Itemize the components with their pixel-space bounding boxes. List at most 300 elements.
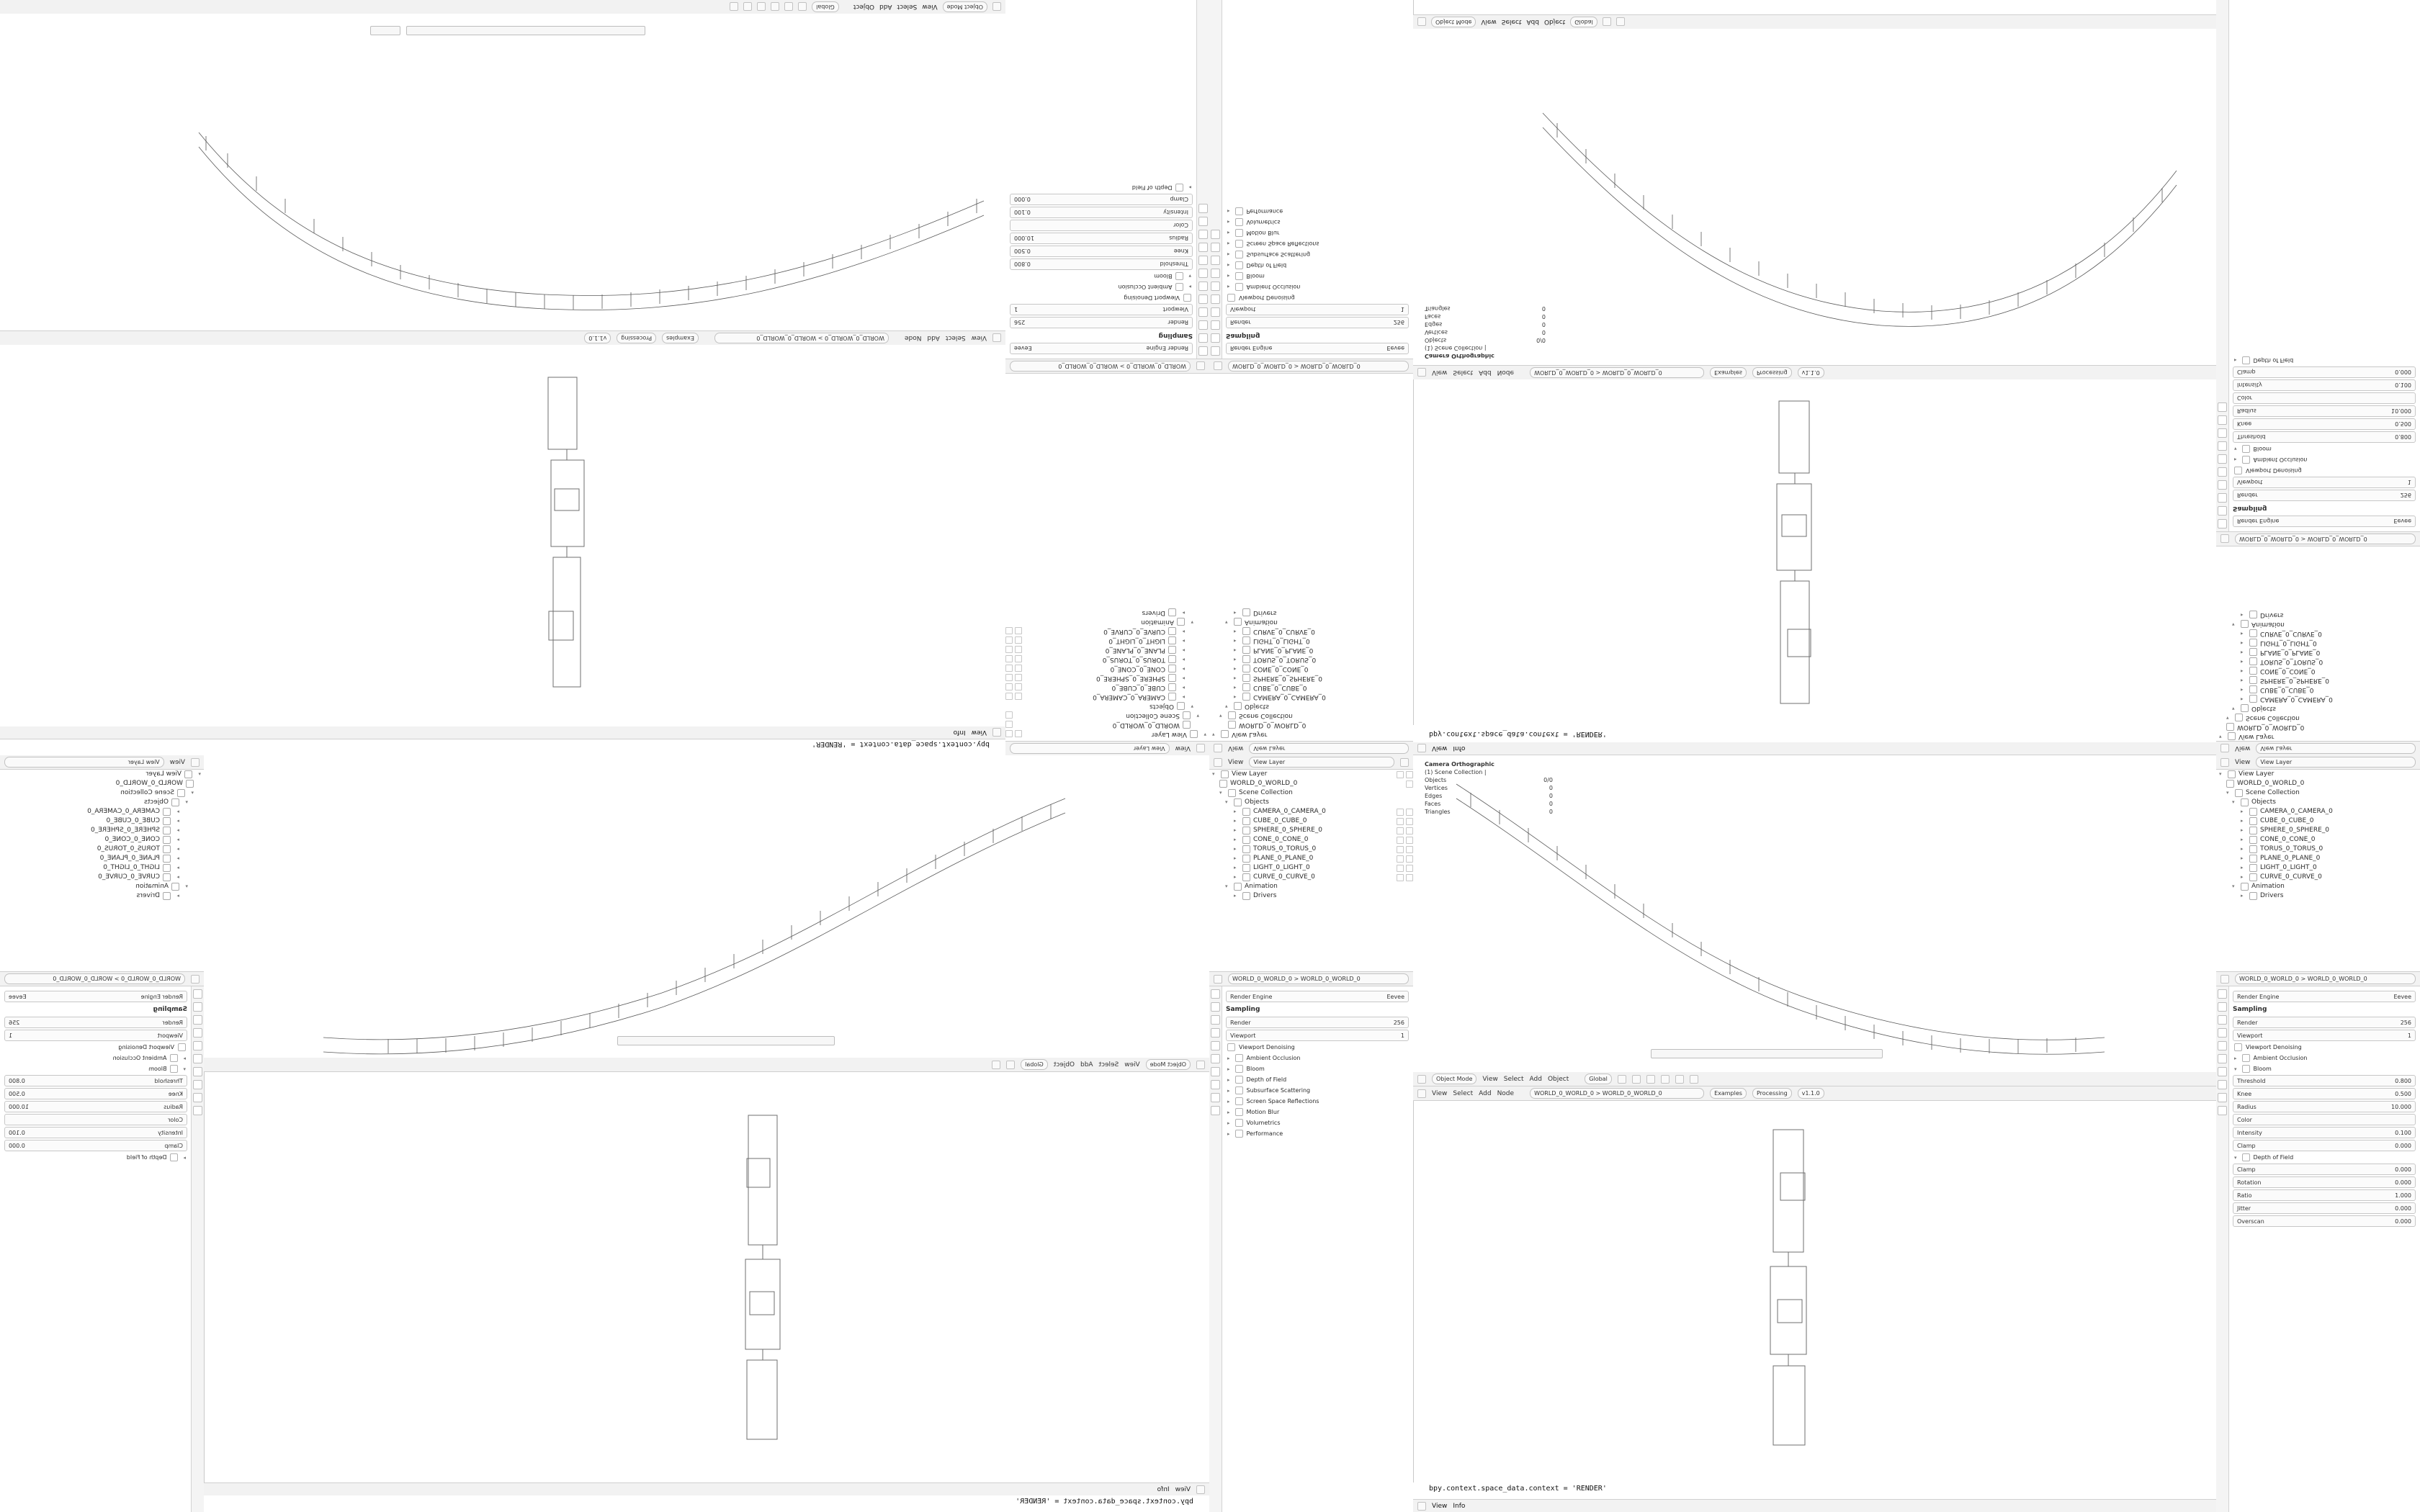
view-layer-field[interactable]: View Layer (2256, 757, 2416, 768)
list-item[interactable]: ▾ Animation (2232, 883, 2285, 890)
tab-output-icon[interactable] (2218, 1002, 2227, 1012)
menu-view[interactable]: View (1228, 758, 1244, 766)
list-item[interactable]: ▸ CURVE_0_CURVE_0 (2241, 873, 2322, 881)
outliner-tree[interactable] (1209, 608, 1413, 741)
section-motion-blur[interactable]: ▸ Motion Blur (1227, 1109, 1280, 1115)
properties-tab-strip[interactable] (1196, 0, 1209, 359)
editor-type-icon[interactable] (992, 3, 1001, 12)
editor-type-icon[interactable] (992, 334, 1001, 343)
console-menu-view[interactable]: View (1432, 1502, 1448, 1510)
list-item[interactable]: WORLD_0_WORLD_0 (1005, 720, 1209, 729)
menu-add[interactable]: Add (1526, 18, 1539, 26)
list-item[interactable]: ▾ View Layer (1005, 729, 1209, 739)
viewport-samples-row[interactable]: Viewport 1 (1226, 1030, 1409, 1041)
tab-physics-icon[interactable] (1211, 256, 1220, 265)
viewport-samples-row[interactable]: Viewport 1 (2233, 477, 2416, 488)
menu-node[interactable]: Node (1497, 369, 1515, 377)
bloom-threshold-row[interactable]: Threshold 0.800 (2233, 1075, 2416, 1086)
menu-view[interactable]: View (971, 334, 987, 342)
bloom-color-row[interactable]: Color (2233, 392, 2416, 404)
properties-editor[interactable] (1005, 0, 1209, 374)
dof-ratio-row[interactable]: Ratio 1.000 (2233, 1189, 2416, 1201)
properties-tab-strip[interactable] (1209, 0, 1222, 359)
editor-type-icon[interactable] (1214, 758, 1222, 767)
tab-physics-icon[interactable] (1198, 243, 1208, 252)
list-item[interactable]: ▸ LIGHT_0_LIGHT_0 (2241, 864, 2317, 871)
list-item[interactable]: ▾ Objects (1149, 703, 1193, 710)
list-item[interactable]: ▸ LIGHT_0_LIGHT_0 (2241, 639, 2317, 647)
tab-particles-icon[interactable] (1198, 256, 1208, 265)
list-item[interactable]: ▸ PLANE_0_PLANE_0 (1234, 647, 1314, 654)
viewport-denoising-toggle[interactable]: Viewport Denoising (2234, 1043, 2414, 1052)
bloom-clamp-row[interactable]: Clamp 0.000 (4, 1140, 187, 1151)
view-layer-field[interactable]: View Layer (1010, 743, 1170, 754)
render-engine-row[interactable]: Render Engine Eevee (1010, 343, 1193, 354)
bloom-intensity-row[interactable]: Intensity 0.100 (1010, 207, 1193, 218)
list-item[interactable]: ▾ Animation (1225, 618, 1278, 626)
properties-path[interactable]: WORLD_0_WORLD_0 > WORLD_0_WORLD_0 (2235, 973, 2416, 984)
editor-type-icon[interactable] (1214, 975, 1222, 984)
tab-data-icon[interactable] (2218, 415, 2227, 425)
list-item[interactable]: ▸ CUBE_0_CUBE_0 (1234, 684, 1307, 691)
tab-world-icon[interactable] (1211, 294, 1220, 304)
section-subsurface-scattering[interactable]: ▸ Subsurface Scattering (1227, 251, 1311, 258)
menu-view[interactable]: View (1482, 1075, 1498, 1083)
snap-icon[interactable] (1006, 1061, 1015, 1069)
bloom-color-row[interactable]: Color (4, 1114, 187, 1125)
list-item[interactable]: ▸ LIGHT_0_LIGHT_0 (1005, 636, 1209, 645)
transform-orientation-dropdown[interactable]: Global (1570, 17, 1597, 27)
list-item[interactable]: ▾ Animation (1141, 618, 1193, 626)
examples-dropdown[interactable]: Examples (1710, 1088, 1747, 1099)
list-item[interactable]: ▸ TORUS_0_TORUS_0 (1209, 845, 1413, 854)
section-ambient-occlusion[interactable]: ▸ Ambient Occlusion (2234, 456, 2308, 463)
editor-type-icon[interactable] (1417, 1075, 1426, 1084)
list-item[interactable]: ▸ CAMERA_0_CAMERA_0 (87, 808, 179, 815)
viewport-denoising-toggle[interactable]: Viewport Denoising (1227, 1043, 1407, 1052)
section-subsurface-scattering[interactable]: ▸ Subsurface Scattering (1227, 1087, 1311, 1094)
editor-type-icon[interactable] (2220, 758, 2229, 767)
shading-rendered-icon[interactable] (730, 3, 738, 12)
outliner-header[interactable] (1005, 741, 1209, 755)
tab-modifier-icon[interactable] (1211, 269, 1220, 278)
list-item[interactable]: ▸ CONE_0_CONE_0 (104, 836, 179, 843)
tab-data-icon[interactable] (1211, 1093, 1220, 1102)
tab-scene-icon[interactable] (2218, 1028, 2227, 1038)
render-samples-row[interactable]: Render 256 (4, 1017, 187, 1028)
list-item[interactable]: ▸ CAMERA_0_CAMERA_0 (2241, 808, 2333, 815)
properties-editor[interactable] (2216, 971, 2420, 1512)
properties-body[interactable] (0, 986, 192, 1162)
viewport-header[interactable] (0, 0, 1005, 14)
bloom-color-row[interactable]: Color (2233, 1114, 2416, 1125)
section-depth-of-field[interactable]: ▸ Depth of Field (126, 1154, 186, 1161)
console-menu-info[interactable]: Info (1453, 1502, 1466, 1510)
list-item[interactable]: ▾ Scene Collection (2226, 714, 2300, 721)
dof-rotation-row[interactable]: Rotation 0.000 (2233, 1176, 2416, 1188)
menu-object[interactable]: Object (1543, 18, 1566, 26)
menu-select[interactable]: Select (1501, 18, 1522, 26)
list-item[interactable]: ▸ SPHERE_0_SPHERE_0 (1005, 673, 1209, 683)
menu-select[interactable]: Select (897, 3, 918, 11)
menu-view[interactable]: View (1124, 1061, 1140, 1068)
list-item[interactable]: ▸ CUBE_0_CUBE_0 (2241, 817, 2314, 824)
bloom-clamp-row[interactable]: Clamp 0.000 (1010, 194, 1193, 205)
section-ambient-occlusion[interactable]: ▸ Ambient Occlusion (112, 1055, 186, 1061)
viewport-denoising-toggle[interactable]: Viewport Denoising (1227, 293, 1407, 302)
console-menu-view[interactable]: View (1175, 1485, 1191, 1493)
properties-header[interactable] (2216, 972, 2420, 986)
properties-editor[interactable] (2216, 0, 2420, 546)
list-item[interactable]: ▾ View Layer (1209, 770, 1413, 779)
tab-material-icon[interactable] (2218, 1106, 2227, 1115)
editor-type-icon[interactable] (992, 729, 1001, 737)
properties-body[interactable] (1222, 986, 1413, 1138)
list-item[interactable]: ▸ SPHERE_0_SPHERE_0 (90, 827, 179, 834)
shading-material-icon[interactable] (743, 3, 752, 12)
list-item[interactable]: ▾ Animation (1225, 883, 1278, 890)
tab-physics-icon[interactable] (2218, 428, 2227, 438)
menu-view[interactable]: View (1175, 744, 1191, 752)
list-item[interactable]: ▾ View Layer (2219, 770, 2275, 778)
outliner[interactable] (0, 755, 204, 971)
tab-data-icon[interactable] (193, 1093, 202, 1102)
node-tree-breadcrumb[interactable]: WORLD_0_WORLD_0 > WORLD_0_WORLD_0 (714, 333, 889, 343)
list-item[interactable]: ▾ Scene Collection (1219, 789, 1293, 796)
bloom-radius-row[interactable]: Radius 10.000 (1010, 233, 1193, 244)
list-item[interactable]: ▾ Scene Collection (120, 789, 194, 796)
viewport-denoising-toggle[interactable]: Viewport Denoising (1011, 293, 1191, 302)
bloom-intensity-row[interactable]: Intensity 0.100 (2233, 1127, 2416, 1138)
tab-render-icon[interactable] (2218, 519, 2227, 528)
outliner-tree[interactable] (2216, 610, 2420, 741)
render-engine-row[interactable]: Render Engine Eevee (1226, 343, 1409, 354)
bloom-clamp-row[interactable]: Clamp 0.000 (2233, 366, 2416, 378)
tab-object-icon[interactable] (1211, 1054, 1220, 1063)
tab-material-icon[interactable] (1198, 204, 1208, 213)
outliner-header[interactable] (1209, 755, 1413, 770)
properties-tab-strip[interactable] (2216, 986, 2229, 1512)
shading-material-icon[interactable] (1675, 1075, 1684, 1084)
tab-view-layer-icon[interactable] (1211, 320, 1220, 330)
bloom-intensity-row[interactable]: Intensity 0.100 (2233, 379, 2416, 391)
tab-view-layer-icon[interactable] (2218, 1015, 2227, 1025)
timeline-scrubber[interactable] (406, 26, 645, 35)
outliner[interactable] (1209, 755, 1413, 971)
properties-body[interactable] (1005, 183, 1197, 359)
node-editor[interactable] (0, 345, 1005, 726)
menu-add[interactable]: Add (1080, 1061, 1093, 1068)
menu-select[interactable]: Select (945, 334, 966, 342)
list-item[interactable]: ▸ CUBE_0_CUBE_0 (106, 817, 179, 824)
shading-wireframe-icon[interactable] (1646, 1075, 1655, 1084)
tab-physics-icon[interactable] (2218, 1080, 2227, 1089)
properties-header[interactable] (0, 972, 204, 986)
menu-view[interactable]: View (2235, 744, 2251, 752)
section-bloom[interactable]: ▸ Bloom (1227, 1066, 1265, 1072)
list-item[interactable]: ▸ PLANE_0_PLANE_0 (99, 855, 179, 862)
object-mode-dropdown[interactable]: Object Mode (1431, 17, 1476, 27)
section-bloom[interactable]: ▾ Bloom (2234, 446, 2272, 452)
bloom-knee-row[interactable]: Knee 0.500 (4, 1088, 187, 1099)
tab-modifier-icon[interactable] (2218, 1067, 2227, 1076)
console-header[interactable] (1413, 742, 2216, 755)
properties-header[interactable] (2216, 531, 2420, 546)
editor-type-icon[interactable] (1417, 744, 1426, 753)
outliner-tree[interactable] (1209, 770, 1413, 901)
menu-add[interactable]: Add (879, 3, 892, 11)
tab-view-layer-icon[interactable] (193, 1015, 202, 1025)
tab-world-icon[interactable] (1211, 1041, 1220, 1050)
editor-type-icon[interactable] (2220, 535, 2229, 544)
list-item[interactable]: ▸ CURVE_0_CURVE_0 (1209, 873, 1413, 882)
bloom-intensity-row[interactable]: Intensity 0.100 (4, 1127, 187, 1138)
list-item[interactable]: ▸ PLANE_0_PLANE_0 (1209, 854, 1413, 863)
node-editor-header[interactable] (1413, 1086, 2216, 1101)
timeline-scrubber[interactable] (617, 1036, 835, 1045)
processing-dropdown[interactable]: Processing (1752, 367, 1792, 378)
properties-header[interactable] (1209, 972, 1413, 986)
shading-solid-icon[interactable] (757, 3, 766, 12)
render-samples-row[interactable]: Render 256 (1010, 317, 1193, 328)
section-performance[interactable]: ▸ Performance (1227, 1130, 1283, 1137)
tab-output-icon[interactable] (1211, 1002, 1220, 1012)
list-item[interactable]: ▸ LIGHT_0_LIGHT_0 (103, 864, 179, 871)
tab-render-icon[interactable] (1211, 989, 1220, 999)
tab-view-layer-icon[interactable] (2218, 493, 2227, 503)
tab-render-icon[interactable] (1211, 346, 1220, 356)
outliner-header[interactable] (2216, 741, 2420, 755)
console-menu-info[interactable]: Info (1453, 744, 1466, 752)
properties-header[interactable] (1005, 359, 1209, 373)
outliner[interactable] (1209, 374, 1413, 755)
bloom-knee-row[interactable]: Knee 0.500 (1010, 246, 1193, 257)
menu-node[interactable]: Node (904, 334, 922, 342)
list-item[interactable]: ▾ Objects (2232, 705, 2277, 712)
tab-scene-icon[interactable] (193, 1028, 202, 1038)
editor-type-icon[interactable] (1214, 744, 1222, 753)
tab-modifier-icon[interactable] (1198, 269, 1208, 278)
tab-scene-icon[interactable] (1211, 1028, 1220, 1038)
list-item[interactable]: ▸ CAMERA_0_CAMERA_0 (1005, 692, 1209, 701)
dof-overscan-row[interactable]: Overscan 0.000 (2233, 1215, 2416, 1227)
menu-object[interactable]: Object (1053, 1061, 1075, 1068)
list-item[interactable]: WORLD_0_WORLD_0 (1209, 720, 1413, 729)
bloom-threshold-row[interactable]: Threshold 0.800 (2233, 431, 2416, 443)
viewport-denoising-toggle[interactable]: Viewport Denoising (2234, 466, 2414, 475)
shading-solid-icon[interactable] (1661, 1075, 1670, 1084)
list-item[interactable]: ▾ Scene Collection (1005, 711, 1209, 720)
list-item[interactable]: ▾ Objects (2232, 798, 2277, 806)
outliner[interactable] (1005, 374, 1209, 755)
console-menu-info[interactable]: Info (953, 729, 966, 737)
object-mode-dropdown[interactable]: Object Mode (943, 1, 987, 12)
section-motion-blur[interactable]: ▸ Motion Blur (1227, 230, 1280, 236)
console-header[interactable] (1413, 1499, 2216, 1512)
object-mode-dropdown[interactable]: Object Mode (1146, 1059, 1191, 1070)
menu-view[interactable]: View (1432, 1089, 1448, 1097)
outliner-header[interactable] (0, 755, 204, 770)
menu-select[interactable]: Select (1453, 369, 1474, 377)
list-item[interactable]: ▸ CURVE_0_CURVE_0 (1234, 628, 1315, 635)
properties-path[interactable]: WORLD_0_WORLD_0 > WORLD_0_WORLD_0 (1228, 361, 1409, 372)
bloom-radius-row[interactable]: Radius 10.000 (2233, 1101, 2416, 1112)
list-item[interactable]: ▸ TORUS_0_TORUS_0 (1234, 656, 1317, 663)
list-item[interactable]: ▸ PLANE_0_PLANE_0 (2241, 649, 2321, 656)
list-item[interactable]: ▸ CUBE_0_CUBE_0 (1005, 683, 1209, 692)
list-item[interactable]: ▾ View Layer (2219, 733, 2275, 740)
editor-type-icon[interactable] (1417, 1502, 1426, 1511)
bloom-color-row[interactable]: Color (1010, 220, 1193, 231)
menu-view[interactable]: View (1432, 369, 1448, 377)
list-item[interactable]: ▸ SPHERE_0_SPHERE_0 (1234, 675, 1323, 682)
section-performance[interactable]: ▸ Performance (1227, 208, 1283, 215)
tab-scene-icon[interactable] (1211, 307, 1220, 317)
outliner-tree[interactable] (0, 770, 204, 901)
menu-add[interactable]: Add (927, 334, 940, 342)
tab-world-icon[interactable] (2218, 1041, 2227, 1050)
list-item[interactable]: ▾ Objects (1225, 798, 1270, 806)
list-item[interactable]: ▾ Scene Collection (1219, 712, 1293, 719)
viewport-3d[interactable] (1413, 755, 2216, 1072)
tab-data-icon[interactable] (2218, 1093, 2227, 1102)
list-item[interactable]: ▸ CURVE_0_CURVE_0 (98, 873, 179, 881)
view-layer-field[interactable]: View Layer (1249, 757, 1394, 768)
list-item[interactable]: ▸ Drivers (2241, 611, 2284, 618)
tab-material-icon[interactable] (1211, 1106, 1220, 1115)
viewport-samples-row[interactable]: Viewport 1 (2233, 1030, 2416, 1041)
tab-render-icon[interactable] (2218, 989, 2227, 999)
list-item[interactable]: ▸ CAMERA_0_CAMERA_0 (1209, 807, 1413, 816)
editor-type-icon[interactable] (1214, 362, 1222, 371)
outliner-tree[interactable] (1005, 608, 1209, 741)
section-bloom[interactable]: ▾ Bloom (2234, 1066, 2272, 1072)
section-depth-of-field[interactable]: ▸ Depth of Field (1227, 262, 1287, 269)
viewport-samples-row[interactable]: Viewport 1 (1226, 304, 1409, 315)
properties-body[interactable] (1222, 207, 1413, 359)
menu-view[interactable]: View (169, 758, 185, 766)
section-bloom[interactable]: ▾ Bloom (148, 1066, 186, 1072)
viewport-denoising-toggle[interactable]: Viewport Denoising (6, 1043, 186, 1052)
section-bloom[interactable]: ▾ Bloom (1154, 273, 1191, 279)
transform-orientation-dropdown[interactable]: Global (812, 1, 839, 12)
section-depth-of-field[interactable]: ▾ Depth of Field (2234, 1154, 2294, 1161)
render-engine-row[interactable]: Render Engine Eevee (4, 991, 187, 1002)
tab-output-icon[interactable] (1211, 333, 1220, 343)
snap-icon[interactable] (798, 3, 807, 12)
section-ambient-occlusion[interactable]: ▸ Ambient Occlusion (1118, 284, 1191, 290)
tab-material-icon[interactable] (2218, 402, 2227, 412)
section-depth-of-field[interactable]: ▸ Depth of Field (1131, 184, 1191, 191)
view-layer-field[interactable]: View Layer (4, 757, 164, 768)
properties-tab-strip[interactable] (1209, 986, 1222, 1512)
section-screen-space-reflections[interactable]: ▸ Screen Space Reflections (1227, 1098, 1319, 1104)
bloom-knee-row[interactable]: Knee 0.500 (2233, 418, 2416, 430)
transform-orientation-dropdown[interactable]: Global (1021, 1059, 1048, 1070)
editor-type-icon[interactable] (2220, 744, 2229, 753)
render-samples-row[interactable]: Render 256 (1226, 1017, 1409, 1028)
editor-type-icon[interactable] (1417, 18, 1426, 27)
console-menu-view[interactable]: View (1432, 744, 1448, 752)
editor-type-icon[interactable] (1196, 1061, 1205, 1069)
list-item[interactable]: ▾ Objects (1225, 703, 1270, 710)
section-ambient-occlusion[interactable]: ▸ Ambient Occlusion (1227, 284, 1301, 290)
list-item[interactable]: ▸ SPHERE_0_SPHERE_0 (1209, 826, 1413, 835)
properties-body[interactable] (2228, 986, 2420, 1227)
list-item[interactable]: ▾ Animation (135, 883, 188, 890)
viewport-3d[interactable] (0, 14, 1005, 330)
list-item[interactable]: ▸ SPHERE_0_SPHERE_0 (2241, 827, 2330, 834)
tab-output-icon[interactable] (193, 1002, 202, 1012)
tab-object-icon[interactable] (1198, 282, 1208, 291)
list-item[interactable]: ▾ View Layer (145, 770, 201, 778)
object-mode-dropdown[interactable]: Object Mode (1432, 1074, 1476, 1084)
menu-select[interactable]: Select (1098, 1061, 1119, 1068)
list-item[interactable]: ▸ CONE_0_CONE_0 (2241, 667, 2316, 675)
list-item[interactable]: WORLD_0_WORLD_0 (1209, 779, 1413, 788)
viewport-header[interactable] (204, 1058, 1209, 1072)
tab-material-icon[interactable] (1211, 230, 1220, 239)
list-item[interactable]: ▸ PLANE_0_PLANE_0 (1005, 645, 1209, 654)
editor-type-icon[interactable] (1196, 744, 1205, 753)
render-samples-row[interactable]: Render 256 (2233, 1017, 2416, 1028)
tab-object-icon[interactable] (193, 1054, 202, 1063)
list-item[interactable]: ▸ Drivers (1234, 892, 1277, 899)
shading-wireframe-icon[interactable] (771, 3, 779, 12)
properties-tab-strip[interactable] (191, 986, 204, 1512)
dof-clamp-row[interactable]: Clamp 0.000 (2233, 1164, 2416, 1175)
snap-icon[interactable] (1603, 18, 1611, 27)
bloom-clamp-row[interactable]: Clamp 0.000 (2233, 1140, 2416, 1151)
list-item[interactable]: ▸ TORUS_0_TORUS_0 (1005, 654, 1209, 664)
list-item[interactable]: ▸ TORUS_0_TORUS_0 (2241, 845, 2323, 852)
tab-object-icon[interactable] (2218, 1054, 2227, 1063)
section-volumetrics[interactable]: ▸ Volumetrics (1227, 1120, 1281, 1126)
viewport-samples-row[interactable]: Viewport 1 (1010, 304, 1193, 315)
list-item[interactable]: ▸ CONE_0_CONE_0 (1209, 835, 1413, 845)
shading-rendered-icon[interactable] (1690, 1075, 1698, 1084)
menu-select[interactable]: Select (1453, 1089, 1474, 1097)
section-bloom[interactable]: ▸ Bloom (1227, 273, 1265, 279)
tab-view-layer-icon[interactable] (1211, 1015, 1220, 1025)
render-samples-row[interactable]: Render 256 (1226, 317, 1409, 328)
section-depth-of-field[interactable]: ▸ Depth of Field (2234, 357, 2294, 364)
section-ambient-occlusion[interactable]: ▸ Ambient Occlusion (1227, 1055, 1301, 1061)
viewport-header[interactable] (1413, 1072, 2216, 1086)
menu-view[interactable]: View (2235, 758, 2251, 766)
viewport-header[interactable] (1413, 14, 2216, 29)
timeline-scrubber[interactable] (1651, 1049, 1883, 1058)
list-item[interactable]: ▾ Objects (143, 798, 188, 806)
list-item[interactable]: ▸ CAMERA_0_CAMERA_0 (1234, 693, 1326, 701)
list-item[interactable]: WORLD_0_WORLD_0 (2216, 779, 2420, 788)
list-item[interactable]: ▸ CUBE_0_CUBE_0 (1209, 816, 1413, 826)
tab-output-icon[interactable] (1198, 333, 1208, 343)
list-item[interactable]: ▸ CURVE_0_CURVE_0 (2241, 630, 2322, 637)
section-depth-of-field[interactable]: ▸ Depth of Field (1227, 1076, 1287, 1083)
editor-type-icon[interactable] (1417, 1089, 1426, 1098)
viewport-samples-row[interactable]: Viewport 1 (4, 1030, 187, 1041)
list-item[interactable]: ▸ PLANE_0_PLANE_0 (2241, 855, 2321, 862)
proportional-edit-icon[interactable] (992, 1061, 1000, 1069)
tab-world-icon[interactable] (1198, 294, 1208, 304)
tab-modifier-icon[interactable] (193, 1067, 202, 1076)
list-item[interactable]: ▸ CUBE_0_CUBE_0 (2241, 686, 2314, 693)
node-tree-breadcrumb[interactable]: WORLD_0_WORLD_0 > WORLD_0_WORLD_0 (1530, 367, 1704, 378)
transform-orientation-dropdown[interactable]: Global (1585, 1074, 1612, 1084)
editor-type-icon[interactable] (191, 975, 200, 984)
properties-path[interactable]: WORLD_0_WORLD_0 > WORLD_0_WORLD_0 (2235, 534, 2416, 544)
